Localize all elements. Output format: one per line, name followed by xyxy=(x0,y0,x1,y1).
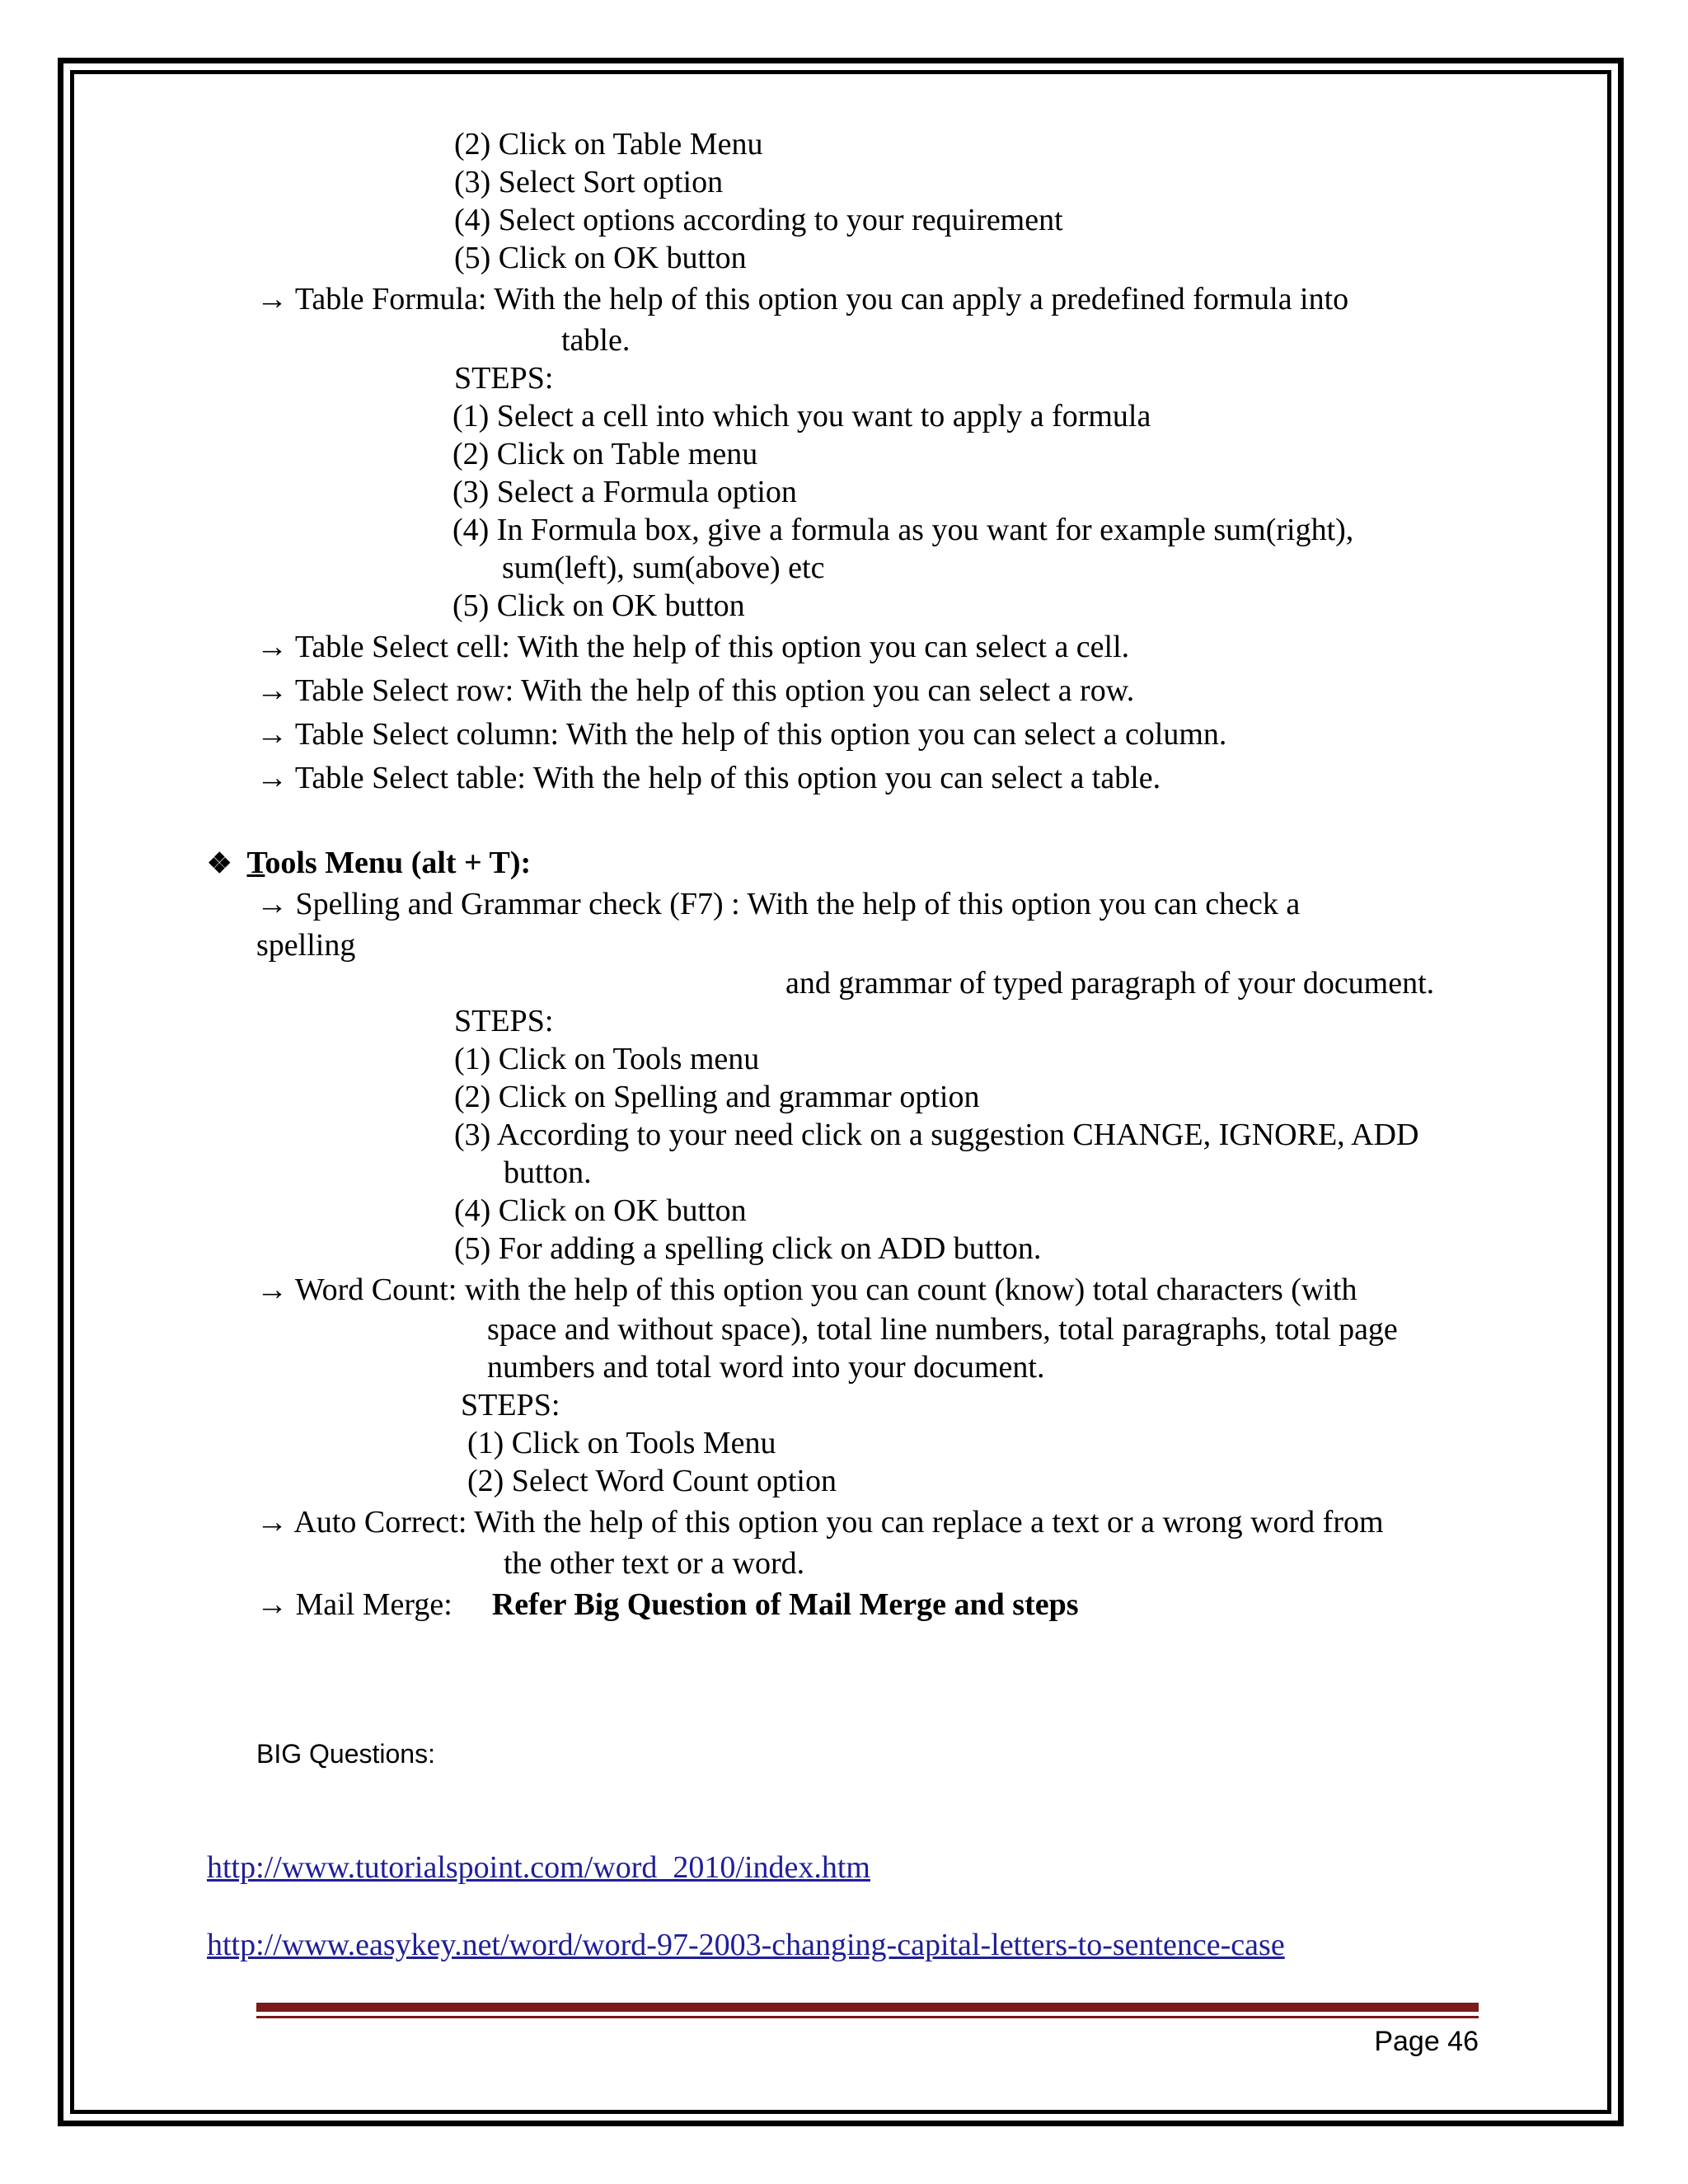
formula-step: (1) Select a cell into which you want to apply a formula xyxy=(452,399,1151,434)
sort-step: (3) Select Sort option xyxy=(454,165,724,199)
formula-description-cont: table. xyxy=(561,323,631,358)
wordcount-description: → Word Count: with the help of this option you can count (know) total characters (with xyxy=(256,1272,1357,1307)
page-number: Page 46 xyxy=(1374,2026,1479,2057)
select-column-item: → Table Select column: With the help of this option you can select a column. xyxy=(256,717,1227,752)
mailmerge-item xyxy=(256,1586,1079,1624)
autocorrect-description-cont: the other text or a word. xyxy=(504,1546,805,1581)
spelling-step-cont: button. xyxy=(504,1155,592,1190)
sort-step: (5) Click on OK button xyxy=(454,241,747,275)
wordcount-description-cont: numbers and total word into your document. xyxy=(487,1350,1045,1385)
easykey-link[interactable]: http://www.easykey.net/word/word-97-2003-changing-capital-letters-to-sentence-case xyxy=(207,1928,1285,1962)
formula-step: (2) Click on Table menu xyxy=(452,437,758,471)
formula-step-cont: sum(left), sum(above) etc xyxy=(502,551,825,585)
heading-text: ools Menu (alt + T): xyxy=(265,846,532,880)
heading-underlined-letter: T xyxy=(246,846,265,880)
spelling-step: (1) Click on Tools menu xyxy=(454,1042,760,1076)
footer-rule-thin xyxy=(256,2016,1479,2018)
spelling-description-cont: and grammar of typed paragraph of your document. xyxy=(785,966,1435,1001)
tools-menu-heading xyxy=(207,844,531,883)
formula-step: (5) Click on OK button xyxy=(452,588,745,623)
sort-step: (2) Click on Table Menu xyxy=(454,127,763,162)
big-questions-label: BIG Questions: xyxy=(256,1739,435,1769)
spelling-step: (2) Click on Spelling and grammar option xyxy=(454,1080,980,1114)
select-cell-item: → Table Select cell: With the help of this option you can select a cell. xyxy=(256,630,1130,664)
autocorrect-description: → Auto Correct: With the help of this option you can replace a text or a wrong word from xyxy=(256,1505,1384,1540)
diamond-bullet-icon: ❖ xyxy=(207,849,232,879)
steps-label: STEPS: xyxy=(454,361,554,396)
select-row-item: → Table Select row: With the help of this option you can select a row. xyxy=(256,673,1135,708)
spelling-description: → Spelling and Grammar check (F7) : With the help of this option you can check a xyxy=(256,887,1301,921)
sort-step: (4) Select options according to your requirement xyxy=(454,203,1063,237)
spelling-step: (4) Click on OK button xyxy=(454,1193,747,1228)
select-table-item: → Table Select table: With the help of this option you can select a table. xyxy=(256,761,1161,795)
steps-label: STEPS: xyxy=(461,1388,560,1422)
mailmerge-reference: Refer Big Question of Mail Merge and steps xyxy=(491,1587,1079,1622)
spelling-description-cont: spelling xyxy=(256,928,356,963)
spelling-step: (3) According to your need click on a suggestion CHANGE, IGNORE, ADD xyxy=(454,1118,1419,1152)
footer-rule-thick xyxy=(256,2003,1479,2012)
formula-step: (3) Select a Formula option xyxy=(452,475,797,509)
spelling-step: (5) For adding a spelling click on ADD button. xyxy=(454,1231,1042,1266)
steps-label: STEPS: xyxy=(454,1004,554,1038)
formula-step: (4) In Formula box, give a formula as you want for example sum(right), xyxy=(452,513,1354,547)
wordcount-step: (1) Click on Tools Menu xyxy=(467,1426,776,1460)
tutorialspoint-link[interactable]: http://www.tutorialspoint.com/word_2010/index.htm xyxy=(207,1850,870,1885)
formula-description: → Table Formula: With the help of this option you can apply a predefined formula into xyxy=(256,282,1349,316)
wordcount-step: (2) Select Word Count option xyxy=(467,1464,837,1498)
wordcount-description-cont: space and without space), total line numbers, total paragraphs, total page xyxy=(487,1312,1398,1347)
mailmerge-label: → Mail Merge: xyxy=(256,1587,452,1622)
